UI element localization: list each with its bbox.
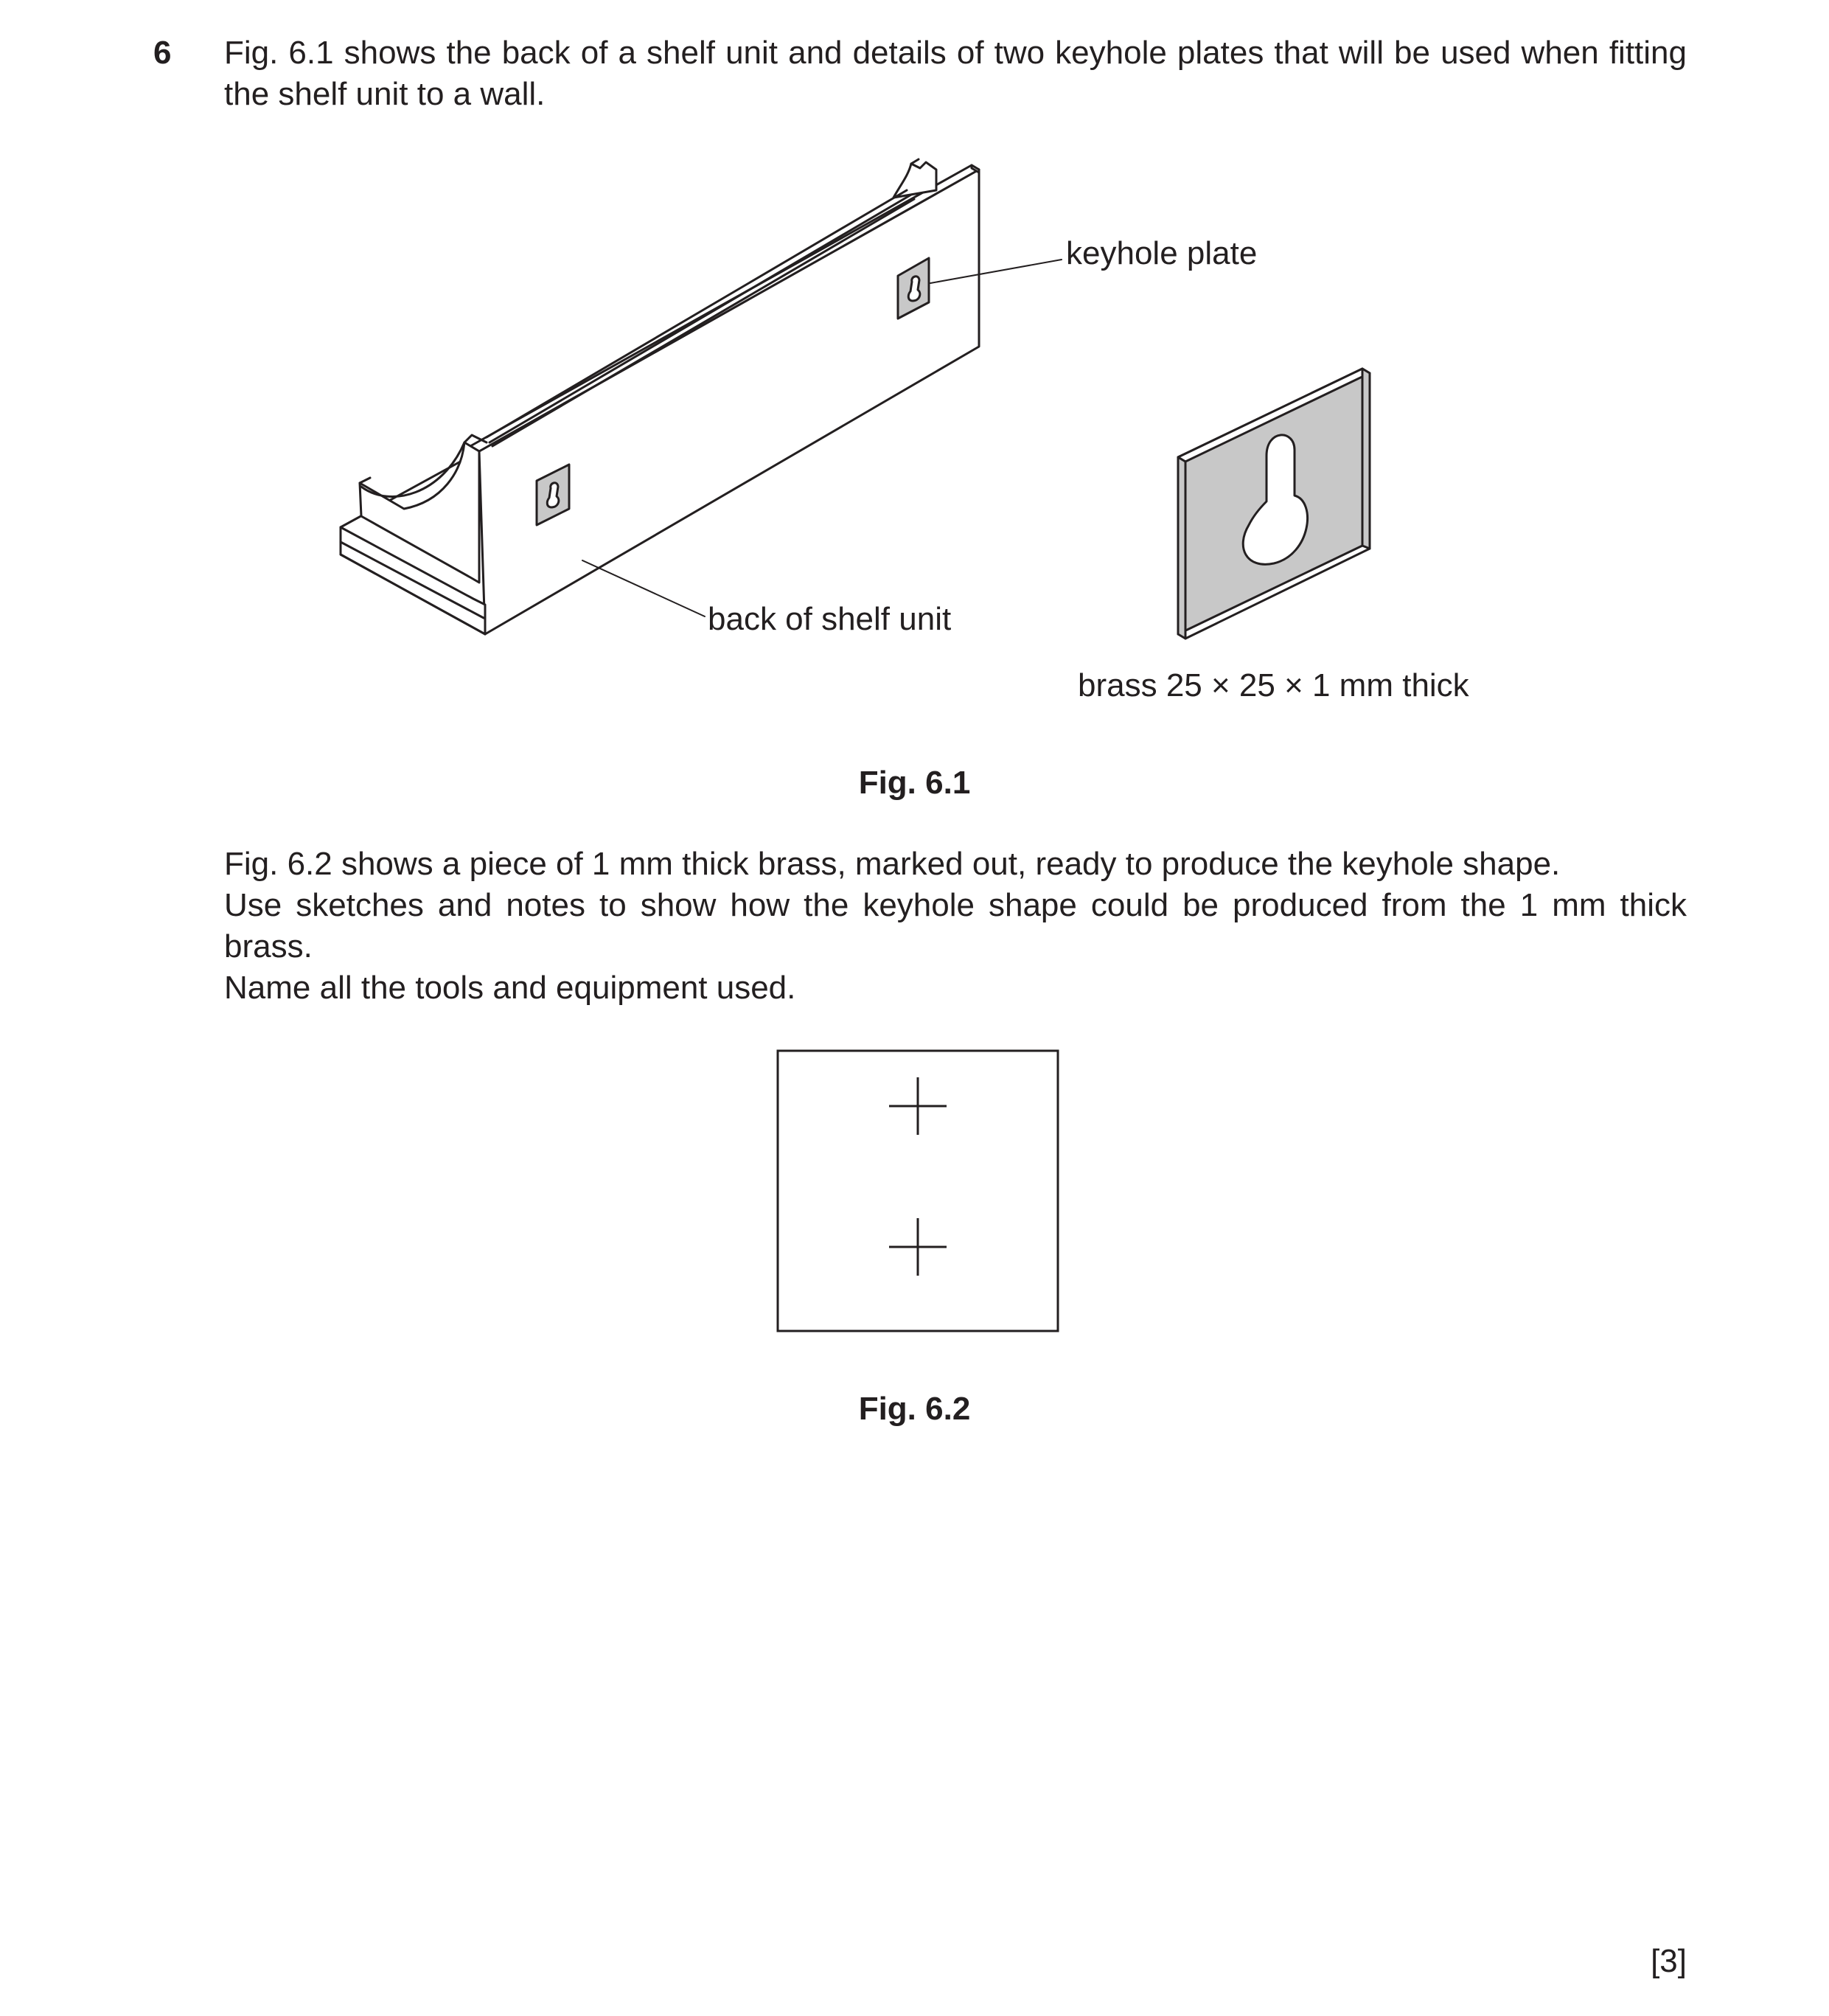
marks-allocation: [3] xyxy=(1651,1943,1687,1979)
instruction-line-3: Name all the tools and equipment used. xyxy=(224,970,796,1006)
figure-6-1-caption: Fig. 6.1 xyxy=(858,765,971,801)
instruction-line-2: Use sketches and notes to show how the keyhole shape could be produced from the 1 mm thick brass. xyxy=(224,887,1687,964)
question-intro: Fig. 6.1 shows the back of a shelf unit and details of two keyhole plates that will be used when fitting the shelf unit to a wall. xyxy=(224,35,1687,112)
figure-6-2-caption: Fig. 6.2 xyxy=(858,1391,971,1427)
question-number: 6 xyxy=(153,35,172,71)
label-back-of-shelf: back of shelf unit xyxy=(708,601,952,637)
label-keyhole-plate: keyhole plate xyxy=(1066,235,1258,271)
instruction-line-1: Fig. 6.2 shows a piece of 1 mm thick brass, marked out, ready to produce the keyhole shape. xyxy=(224,846,1561,882)
label-brass-dimensions: brass 25 × 25 × 1 mm thick xyxy=(1078,667,1469,703)
